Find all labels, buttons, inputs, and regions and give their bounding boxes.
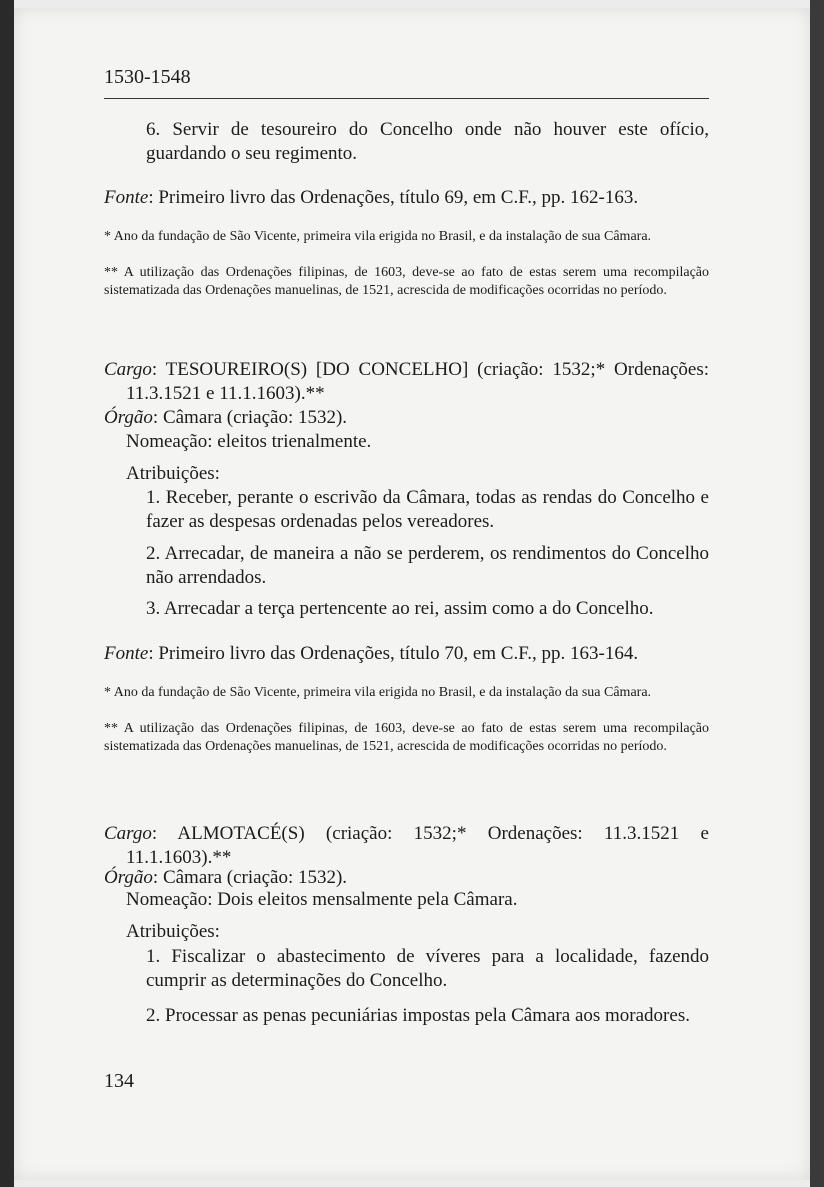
- source-line: [104, 186, 709, 210]
- source-line: [104, 642, 709, 666]
- footnote: * Ano da fundação de São Vicente, primeira vila erigida no Brasil, e da instalação de sua Câmara.: [104, 229, 652, 244]
- footnote: ** A utilização das Ordenações filipinas, de 1603, deve-se ao fato de estas serem uma recompilação sistematizada das Ordenações manuelinas, de 1521, acrescida de modificações ocorridas no período.: [104, 265, 709, 298]
- scan-left-edge: [0, 0, 14, 1187]
- list-item: 2. Processar as penas pecuniárias impostas pela Câmara aos moradores.: [146, 1005, 690, 1026]
- scan-right-edge: [810, 0, 824, 1187]
- page-number: 134: [104, 1070, 134, 1092]
- orgao-line: [104, 866, 709, 890]
- orgao-label: Órgão: [104, 407, 153, 428]
- footnote: * Ano da fundação de São Vicente, primeira vila erigida no Brasil, e da instalação da sua Câmara.: [104, 685, 652, 700]
- list-item: 1. Receber, perante o escrivão da Câmara, todas as rendas do Concelho e fazer as despesas ordenadas pelos vereadores.: [146, 487, 709, 532]
- nomeacao-line: Nomeação: eleitos trienalmente.: [126, 431, 372, 452]
- orgao-label: Órgão: [104, 867, 153, 888]
- nomeacao-line: Nomeação: Dois eleitos mensalmente pela Câmara.: [126, 889, 518, 910]
- orgao-line: [104, 406, 709, 430]
- header-rule: [104, 98, 709, 99]
- list-item: 1. Fiscalizar o abastecimento de víveres para a localidade, fazendo cumprir as determinações do Concelho.: [146, 946, 709, 991]
- cargo-text: : ALMOTACÉ(S) (criação: 1532;* Ordenações: 11.3.1521 e 11.1.1603).**: [126, 823, 709, 868]
- source-text: : Primeiro livro das Ordenações, título 69, em C.F., pp. 162-163.: [148, 187, 639, 208]
- cargo-line: [104, 822, 709, 870]
- atribuicoes-heading: Atribuições:: [126, 921, 220, 942]
- cargo-text: : TESOUREIRO(S) [DO CONCELHO] (criação: 1532;* Ordenações: 11.3.1521 e 11.1.1603).**: [126, 359, 709, 404]
- running-head: 1530-1548: [104, 66, 191, 88]
- source-label: Fonte: [104, 187, 149, 208]
- footnote: ** A utilização das Ordenações filipinas, de 1603, deve-se ao fato de estas serem uma recompilação sistematizada das Ordenações manuelinas, de 1521, acrescida de modificações ocorridas no período.: [104, 721, 709, 754]
- orgao-text: : Câmara (criação: 1532).: [152, 407, 348, 428]
- source-text: : Primeiro livro das Ordenações, título 70, em C.F., pp. 163-164.: [148, 643, 639, 664]
- list-item: 2. Arrecadar, de maneira a não se perderem, os rendimentos do Concelho não arrendados.: [146, 543, 709, 588]
- list-item: 6. Servir de tesoureiro do Concelho onde não houver este ofício, guardando o seu regimento.: [146, 119, 709, 164]
- cargo-label: Cargo: [104, 359, 152, 380]
- list-item: 3. Arrecadar a terça pertencente ao rei, assim como a do Concelho.: [146, 598, 654, 619]
- cargo-label: Cargo: [104, 823, 152, 844]
- atribuicoes-heading: Atribuições:: [126, 463, 220, 484]
- source-label: Fonte: [104, 643, 149, 664]
- orgao-text: : Câmara (criação: 1532).: [152, 867, 348, 888]
- cargo-line: [104, 358, 709, 406]
